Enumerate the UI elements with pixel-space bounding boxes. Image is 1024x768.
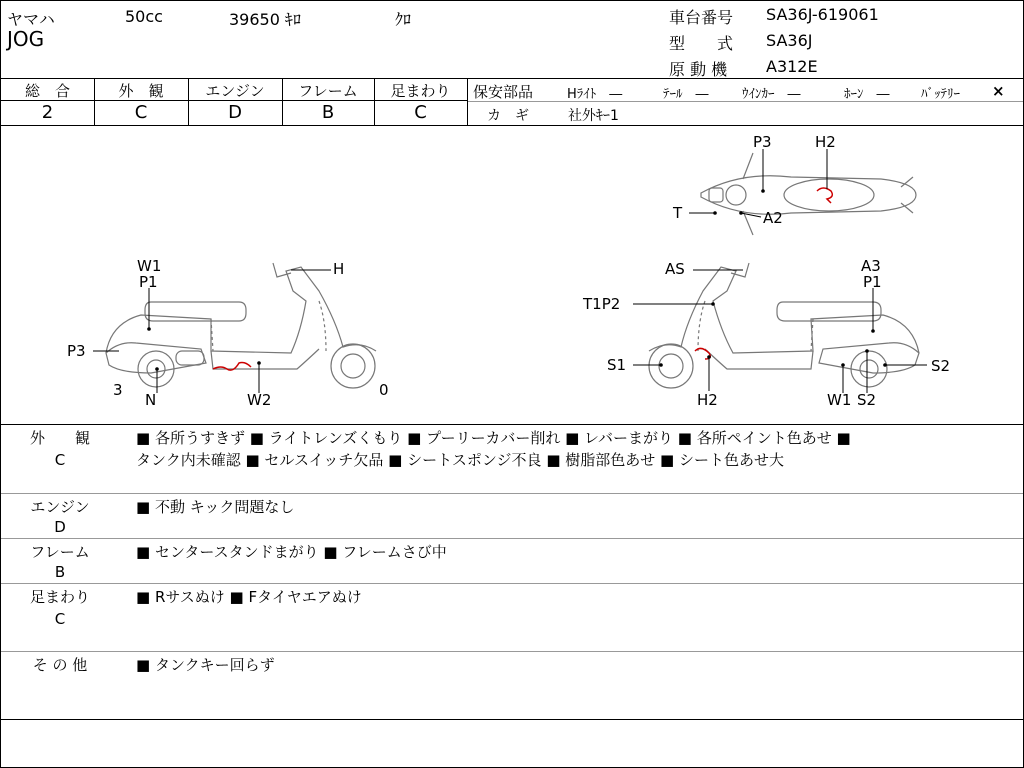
note-text-line: ■ 各所うすきず ■ ライトレンズくもり ■ プーリーカバー削れ ■ レバーまがり ■ 各所ペイント色あせ ■ [136,429,851,447]
label-top-t: T [673,204,683,222]
note-label: 外 観 [29,429,90,447]
note-text-line: ■ センタースタンドまがり ■ フレームさび中 [136,543,447,561]
note-label: そ の 他 [32,656,88,674]
label-right-a3: A3 [861,257,881,275]
grade-exterior-label: 外 観 [118,82,164,100]
damage-mark-h2-top [817,188,832,203]
label-top-h2: H2 [815,133,836,151]
mileage: 39650 ｷﾛ [229,10,301,29]
displacement: 50cc [125,7,163,26]
label-left-3: 3 [113,381,123,399]
grade-suspension-label: 足まわり [390,82,451,100]
leader-lines [93,149,927,393]
note-grade: C [54,451,66,469]
battery-missing-mark: × [992,82,1005,100]
note-grade: D [54,518,66,536]
headlight-status: Hﾗｲﾄ ― [567,87,623,102]
label-right-t1p2: T1P2 [583,295,621,313]
key-value: 社外ｷｰ1 [568,108,619,124]
note-label: 足まわり [29,588,90,606]
note-text-line: ■ タンクキー回らず [136,656,275,674]
type-value: SA36J [766,31,813,50]
note-label: エンジン [30,498,90,516]
label-left-n: N [145,391,157,409]
note-text-line: ■ 不動 キック問題なし [136,498,295,516]
divider [1,493,1023,494]
label-right-h2: H2 [697,391,718,409]
safety-parts-title: 保安部品 [473,83,534,101]
grade-suspension-value: C [414,102,427,123]
label-right-s2-side: S2 [931,357,951,375]
note-label: フレーム [30,543,90,561]
divider [1,651,1023,652]
grade-engine-value: D [228,102,242,123]
key-label: カ ギ [487,108,529,124]
note-grade: B [54,563,66,581]
label-left-w2: W2 [247,391,272,409]
label-right-s2-bottom: S2 [857,391,877,409]
grade-frame-value: B [321,102,335,123]
label-left-p1: P1 [139,273,158,291]
engine-type-value: A312E [766,57,818,76]
tail-status: ﾃｰﾙ ― [663,87,709,102]
divider [1,538,1023,539]
note-text-line: ■ Rサスぬけ ■ Fタイヤエアぬけ [136,588,362,606]
maker-name: ヤマハ [7,10,55,29]
grade-overall-label: 総 合 [24,82,70,100]
grade-frame-label: フレーム [298,82,358,100]
type-label: 型 式 [669,34,734,53]
damage-marks [213,188,832,370]
winker-status: ｳｲﾝｶｰ ― [742,87,801,102]
engine-type-label: 原 動 機 [669,60,728,79]
grade-overall-value: 2 [41,102,54,123]
label-right-as: AS [665,260,685,278]
damage-diagram [1,126,1023,424]
label-right-p1: P1 [863,273,882,291]
body-color: ｸﾛ [395,10,412,29]
divider [1,78,1023,79]
label-left-w1: W1 [137,257,162,275]
divider [1,424,1023,425]
frame-number: SA36J-619061 [766,5,879,24]
label-left-p3: P3 [67,342,86,360]
label-right-s1: S1 [607,356,627,374]
grade-engine-label: エンジン [205,82,265,100]
divider [467,78,468,125]
horn-status: ﾎｰﾝ ― [844,87,890,102]
scooter-top-view-drawing [701,153,916,235]
model-name: JOG [7,27,45,51]
note-grade: C [54,610,66,628]
label-left-0: 0 [379,381,389,399]
label-top-a2: A2 [763,209,783,227]
note-text-line: タンク内未確認 ■ セルスイッチ欠品 ■ シートスポンジ不良 ■ 樹脂部色あせ ■ シート色あせ大 [136,451,784,469]
frame-number-label: 車台番号 [669,8,734,27]
label-right-w1: W1 [827,391,852,409]
label-top-p3: P3 [753,133,772,151]
divider [1,583,1023,584]
divider [1,719,1023,720]
grade-exterior-value: C [134,102,148,123]
battery-label: ﾊﾞｯﾃﾘｰ [921,87,960,102]
label-left-h: H [333,260,345,278]
